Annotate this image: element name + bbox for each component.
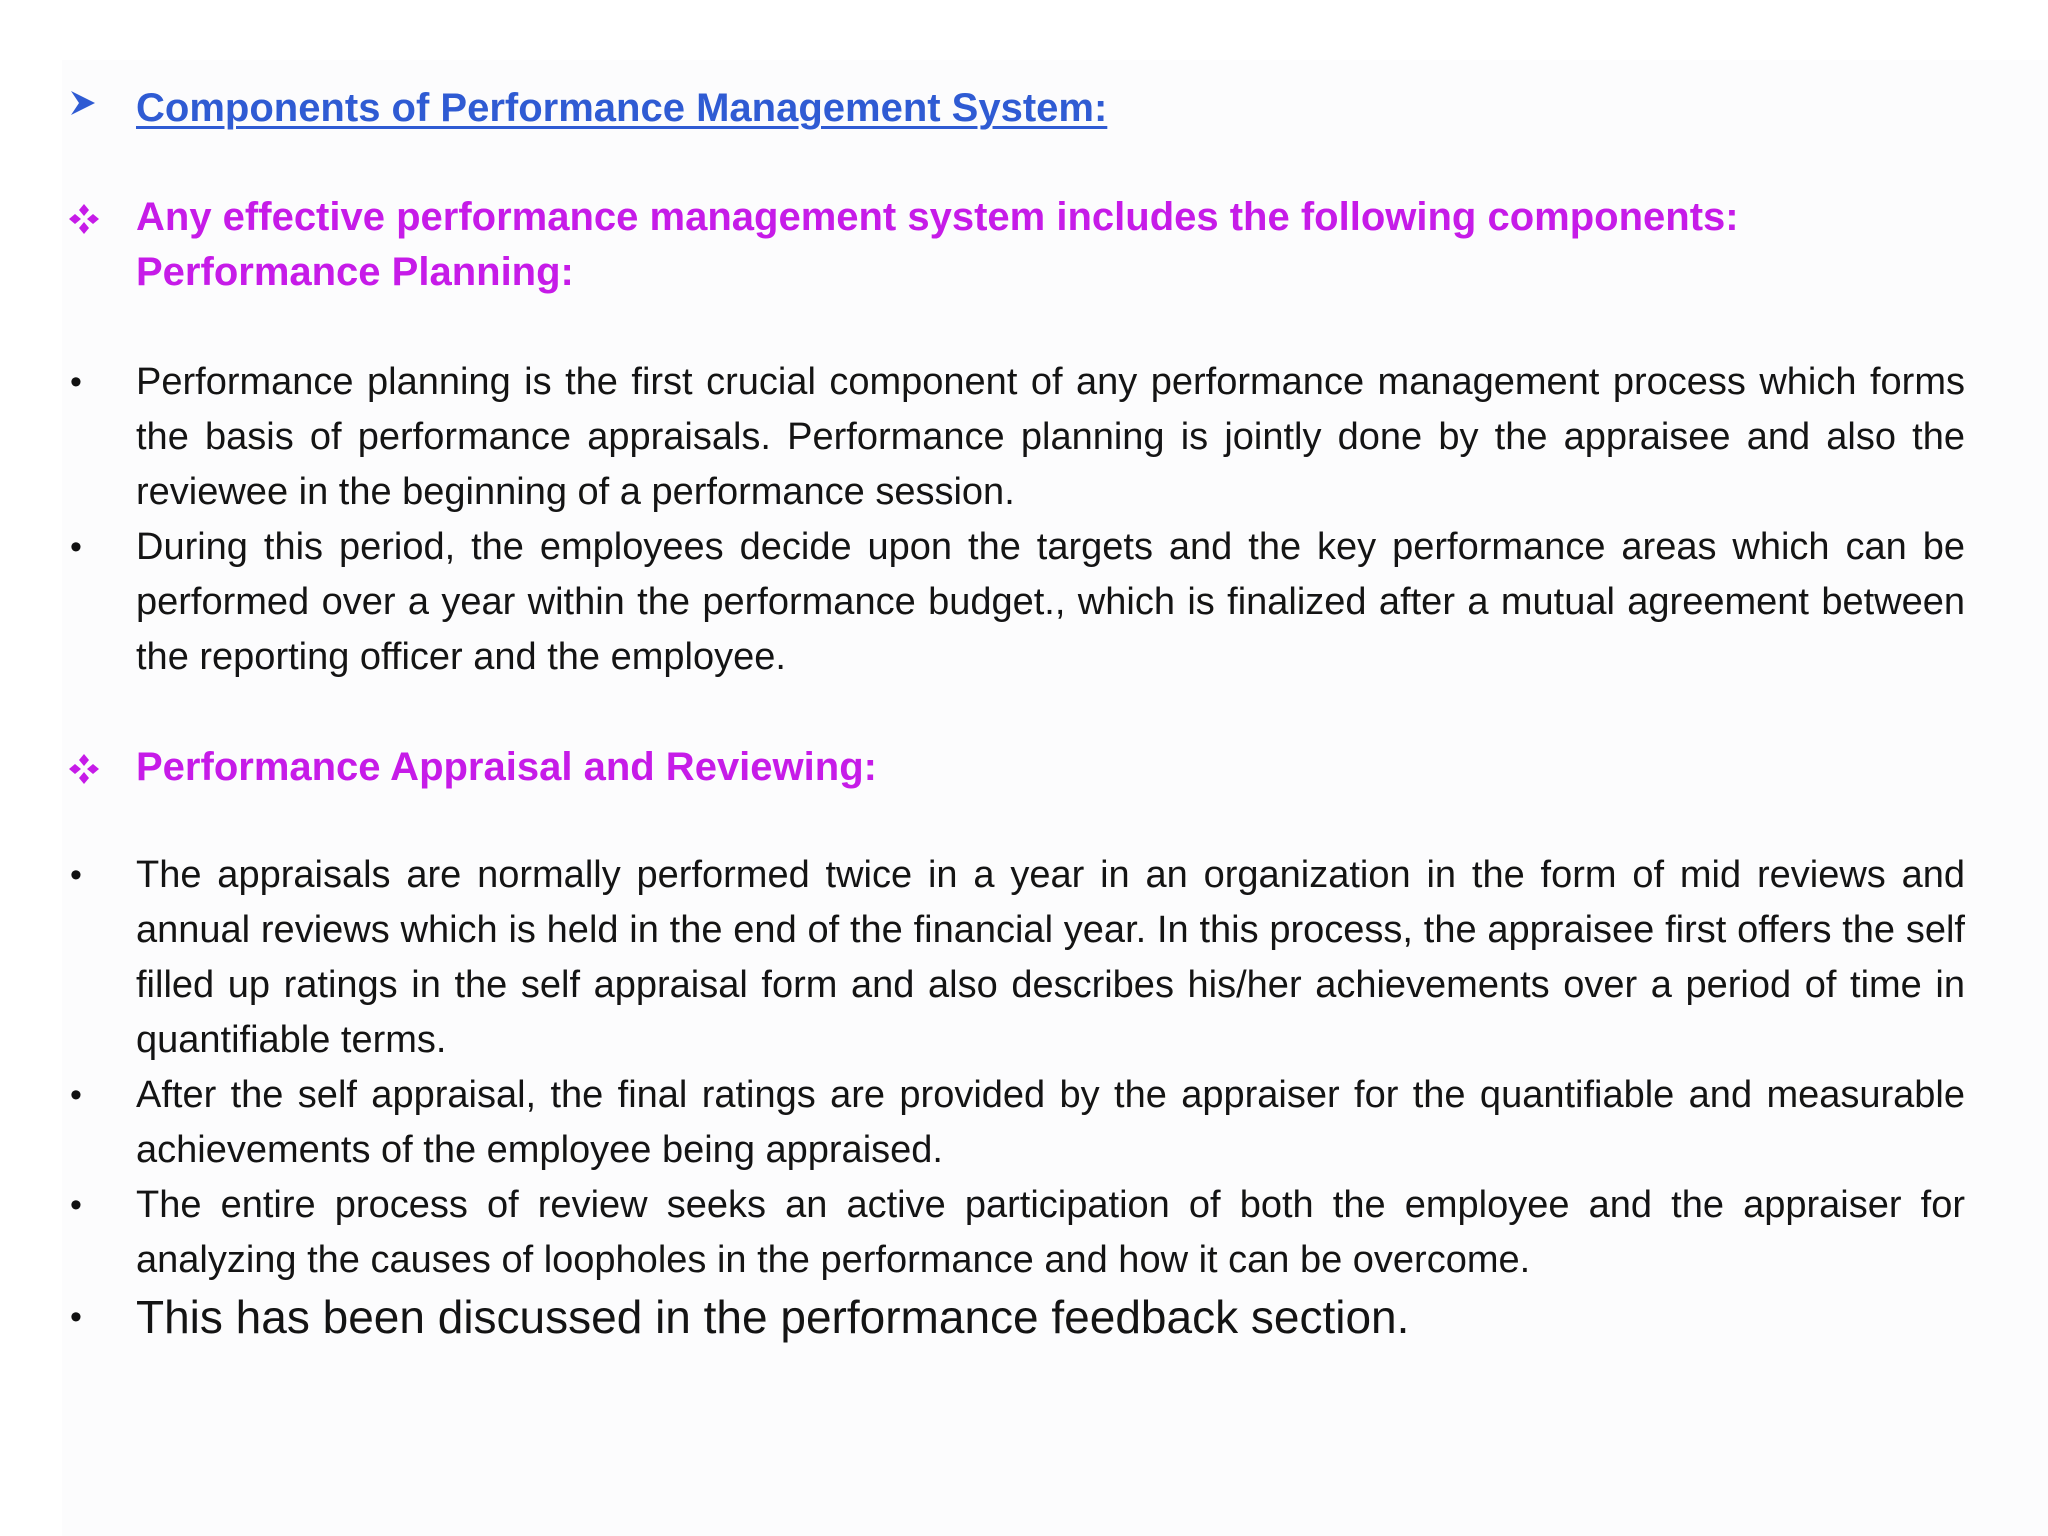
bullet-dot: • (70, 528, 82, 566)
list-item-text: Performance planning is the first crucial component of any performance management process which forms the basis of performance appraisals. Performance planning is jointly done by the appraisee and also the reviewee in the beginning of a performance session. (136, 361, 1965, 513)
appraisal-heading: Performance Appraisal and Reviewing: (136, 745, 877, 789)
page-title: Components of Performance Management System: (136, 86, 1108, 130)
bullet-dot: • (70, 856, 82, 894)
list-item-text: During this period, the employees decide upon the targets and the key performance areas which can be performed over a year within the performance budget., which is finalized after a mutual agreement between the reporting officer and the employee. (136, 526, 1965, 678)
bullet-dot: • (70, 1298, 82, 1336)
bullet-dot: • (70, 363, 82, 401)
bullet-dot: • (70, 1076, 82, 1114)
section-intro-heading (136, 190, 1965, 300)
title-row (68, 80, 1965, 140)
list-item-text: The entire process of review seeks an active participation of both the employee and the appraiser for analyzing the causes of loopholes in the performance and how it can be overcome. (136, 1184, 1965, 1281)
intro-line: Any effective performance management system includes the following components: (136, 195, 1739, 239)
bullet-dot: • (70, 1186, 82, 1224)
arrow-bullet-icon (68, 88, 124, 118)
section-appraisal (68, 740, 1965, 800)
planning-heading: Performance Planning: (136, 250, 574, 294)
four-diamond-bullet-icon (68, 203, 124, 235)
four-diamond-bullet-icon (68, 753, 124, 785)
list-item-text: This has been discussed in the performance feedback section. (136, 1291, 1410, 1343)
section-intro (68, 190, 1965, 310)
list-item-text: The appraisals are normally performed twice in a year in an organization in the form of mid reviews and annual reviews which is held in the end of the financial year. In this process, the appraisee first offers the self filled up ratings in the self appraisal form and also describes his/her achievements over a period of time in quantifiable terms. (136, 854, 1965, 1061)
list-item-text: After the self appraisal, the final ratings are provided by the appraiser for the quantifiable and measurable achievements of the employee being appraised. (136, 1074, 1965, 1171)
